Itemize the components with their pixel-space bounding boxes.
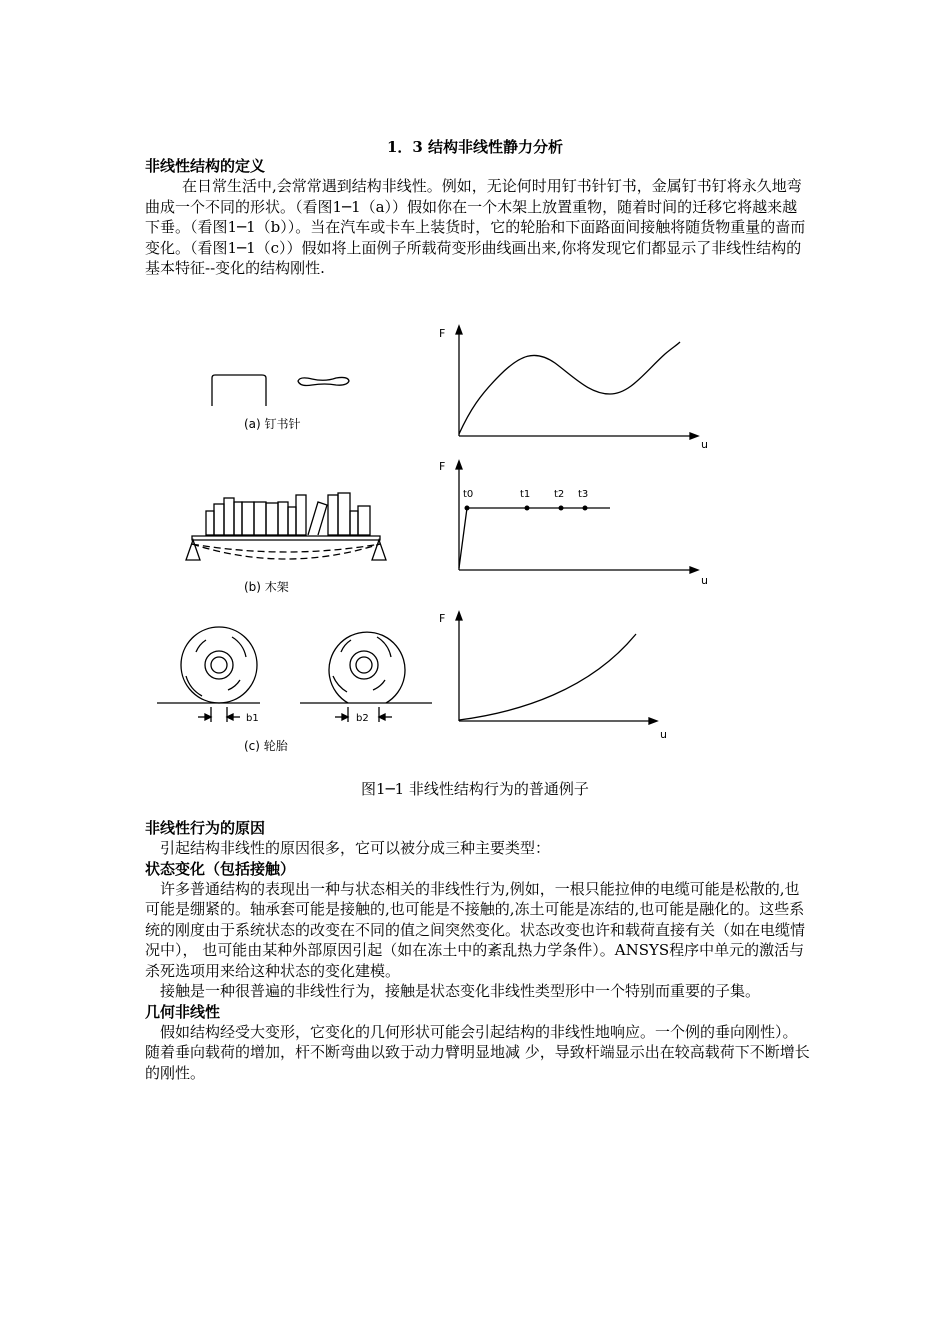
staple-bent-icon: [298, 377, 349, 385]
label-t3: t3: [578, 489, 589, 500]
staple-open-icon: [212, 375, 266, 406]
axis-label-f: F: [439, 460, 446, 473]
paragraph: 假如结构经受大变形，它变化的几何形状可能会引起结构的非线性地响应。一个例的垂向刚性）。随着垂向载荷的增加，杆不断弯曲以致于动力臂明显地减 少，导致杆端显示出在较高载荷下不断增长的刚性。: [145, 1022, 810, 1082]
label-b-shelf: (b) 木架: [244, 580, 289, 594]
label-b2: b2: [356, 713, 369, 724]
paragraph: 引起结构非线性的原因很多，它可以被分成三种主要类型：: [160, 839, 551, 857]
paragraph: 接触是一种很普遍的非线性行为，接触是状态变化非线性类型形中一个特别而重要的子集。: [160, 982, 761, 1000]
section-heading: 几何非线性: [145, 1002, 221, 1021]
label-t2: t2: [554, 489, 565, 500]
point-t2: [559, 506, 564, 511]
axis-label-u: u: [660, 728, 667, 741]
label-t0: t0: [463, 489, 474, 500]
chart-a: [456, 326, 698, 439]
label-c-tire: (c) 轮胎: [244, 739, 288, 753]
figure-caption: 图1─1 非线性结构行为的普通例子: [361, 780, 589, 798]
axis-label-f: F: [439, 612, 446, 625]
section-heading: 非线性行为的原因: [145, 819, 266, 837]
label-a-staple: (a) 钉书针: [244, 417, 301, 431]
label-b1: b1: [246, 713, 259, 724]
chart-b: [456, 461, 698, 573]
axis-label-u: u: [701, 438, 708, 451]
point-t0: [465, 506, 470, 511]
curve-c: [459, 634, 636, 720]
paragraph: 许多普通结构的表现出一种与状态相关的非线性行为,例如，一根只能拉伸的电缆可能是松散的,也可能是绷紧的。轴承套可能是接触的,也可能是不接触的,冻土可能是冻结的,也可能是融化的。这些系统的刚度由于系统状态的改变在不同的值之间突然变化。状态改变也许和载荷直接有关（如在电缆情况中）， 也可能由某种外部原因引起（如在冻土中的紊乱热力学条件）。ANSYS程序中单元的激活与杀死选项用来给这种状态的变化建模。: [145, 879, 806, 980]
section-heading: 状态变化（包括接触）: [145, 859, 296, 878]
shelf-with-books-icon: [186, 493, 386, 560]
paragraph: 在日常生活中,会常常遇到结构非线性。例如，无论何时用钉书针钉书，金属钉书钉将永久地弯曲成一个不同的形状。（看图1─1（a））假如你在一个木架上放置重物，随着时间的迁移它将越来越下垂。（看图1─1（b））。当在汽车或卡车上装货时，它的轮胎和下面路面间接触将随货物重量的啬而变化。（看图1─1（c））假如将上面例子所载荷变形曲线画出来,你将发现它们都显示了非线性结构的基本特征--变化的结构刚性.: [145, 177, 806, 277]
chart-c: [456, 612, 657, 724]
axis-label-u: u: [701, 574, 708, 587]
tire-icon-2: [329, 632, 405, 703]
label-t1: t1: [520, 489, 531, 500]
axis-label-f: F: [439, 327, 446, 340]
tire-icon-1: [181, 627, 257, 703]
point-t3: [583, 506, 588, 511]
page-title: 1．3 结构非线性静力分析: [386, 138, 564, 156]
curve-b: [459, 508, 610, 568]
curve-a: [459, 342, 680, 434]
point-t1: [525, 506, 530, 511]
section-causes: [145, 818, 810, 1083]
section-heading: 非线性结构的定义: [145, 157, 266, 175]
